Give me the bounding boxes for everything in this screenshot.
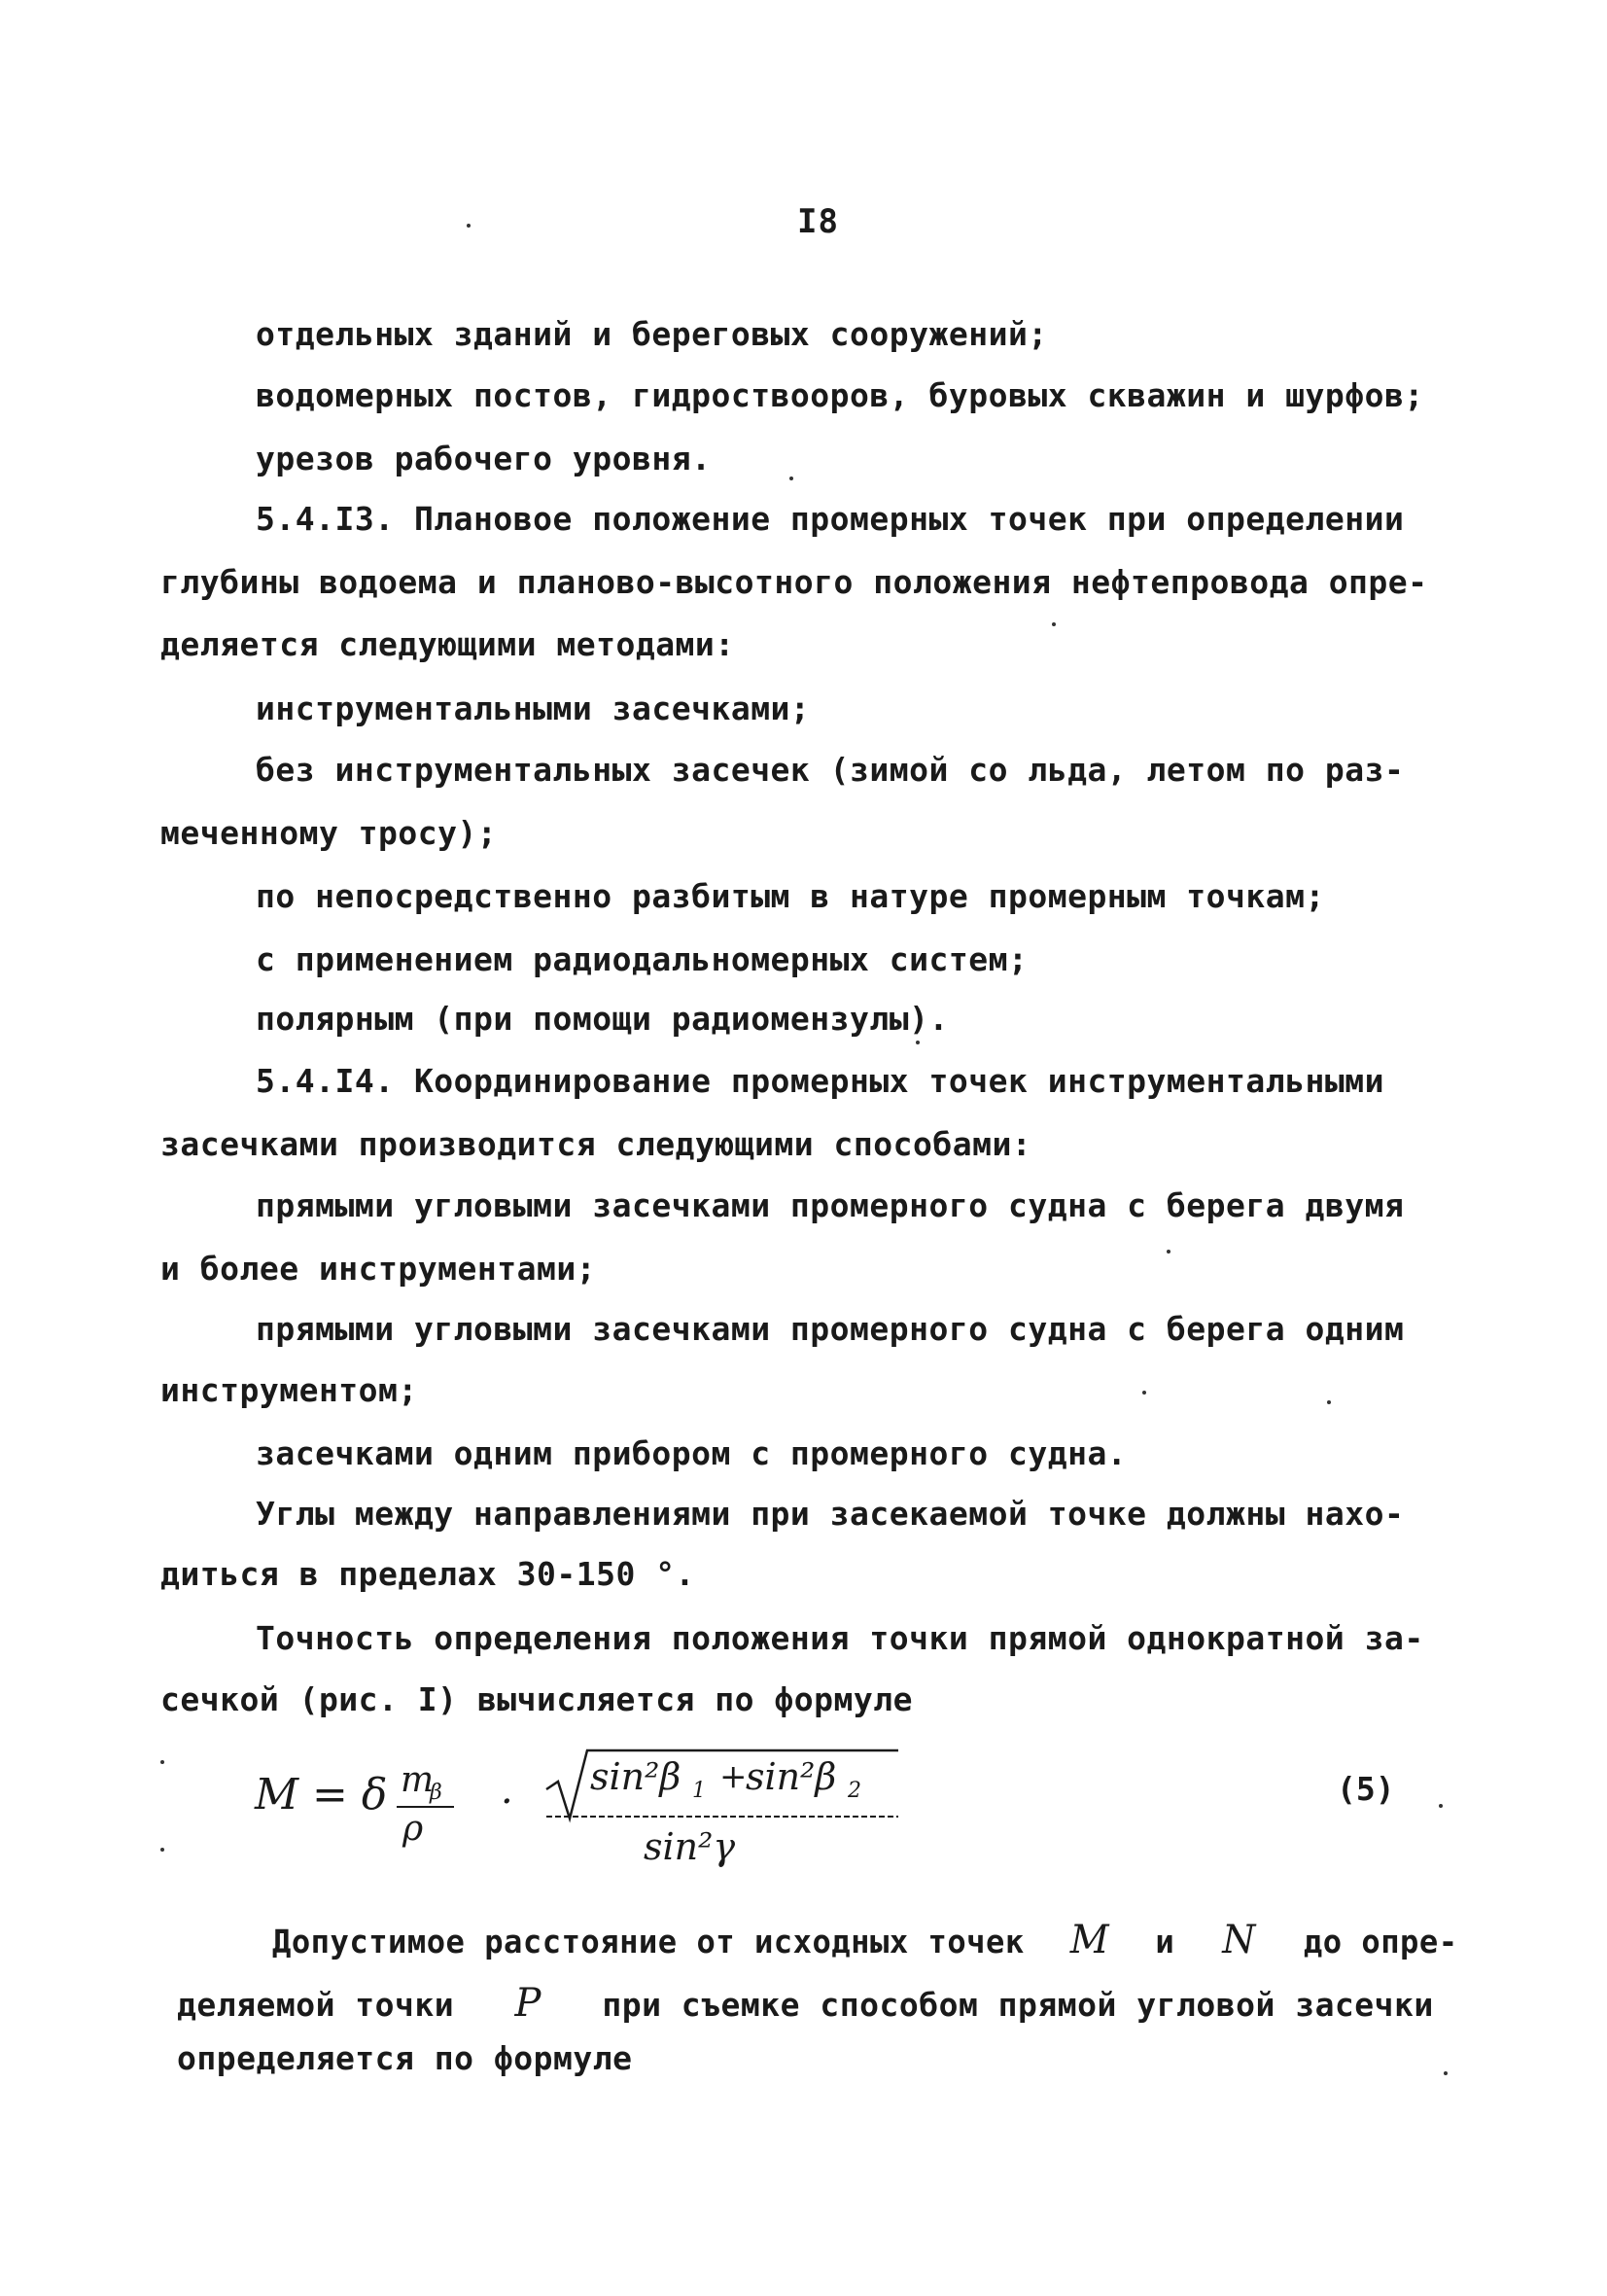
scan-speck	[1052, 622, 1056, 626]
text-line: диться в пределах 30-150 °.	[160, 1555, 695, 1593]
text-line-after-formula: определяется по формуле	[177, 2039, 633, 2077]
text-line: урезов рабочего уровня.	[256, 440, 712, 477]
scan-speck	[1327, 1400, 1331, 1404]
formula-dot: ·	[501, 1780, 513, 1824]
scan-speck	[789, 477, 793, 480]
text-line: засечками производится следующими способами:	[160, 1125, 1032, 1163]
page-number: I8	[797, 202, 839, 241]
text-line: полярным (при помощи радиомензулы).	[256, 1000, 949, 1038]
text-line: 5.4.I3. Плановое положение промерных точек при определении	[256, 500, 1405, 538]
text-line: Точность определения положения точки прямой однократной за-	[256, 1619, 1424, 1657]
formula-sqrt-term1: sin²β	[590, 1755, 681, 1798]
accuracy-formula	[255, 1731, 916, 1877]
text-line: меченному тросу);	[160, 814, 498, 852]
text-line: прямыми угловыми засечками промерного судна с берега одним	[256, 1310, 1405, 1348]
text-line: засечками одним прибором с промерного судна.	[256, 1434, 1128, 1472]
text-line: отдельных зданий и береговых сооружений;	[256, 315, 1048, 353]
scan-speck	[1439, 1804, 1443, 1808]
point-m-label: M	[1069, 1918, 1110, 1962]
text-line: по непосредственно разбитым в натуре промерным точкам;	[256, 877, 1325, 915]
text-segment: Допустимое расстояние от исходных точек	[272, 1923, 1025, 1960]
formula-ratio-num-sub: β	[430, 1781, 442, 1805]
formula-graphic	[255, 1731, 916, 1877]
scan-speck	[1167, 1250, 1170, 1254]
text-segment: деляемой точки	[177, 1986, 455, 2024]
formula-plus: +	[719, 1757, 748, 1796]
scan-speck	[467, 224, 471, 228]
formula-ratio-num: m	[401, 1760, 435, 1800]
point-p-label: P	[514, 1981, 541, 2026]
text-line: прямыми угловыми засечками промерного судна с берега двумя	[256, 1186, 1405, 1224]
text-line: глубины водоема и планово-высотного положения нефтепровода опре-	[160, 563, 1428, 601]
text-line: с применением радиодальномерных систем;	[256, 940, 1029, 978]
formula-denominator: sin²γ	[644, 1825, 736, 1868]
formula-lhs: M = δ	[255, 1770, 388, 1819]
text-segment: до опре-	[1303, 1923, 1458, 1960]
scan-speck	[1142, 1391, 1146, 1395]
formula-sqrt-term2: sin²β	[746, 1755, 837, 1798]
text-line-after-formula	[272, 1918, 1458, 1962]
text-line: деляется следующими методами:	[160, 625, 735, 663]
text-line: инструментальными засечками;	[256, 689, 811, 727]
text-line: сечкой (рис. I) вычисляется по формуле	[160, 1680, 913, 1718]
text-line: 5.4.I4. Координирование промерных точек инструментальными	[256, 1062, 1384, 1100]
equation-number: (5)	[1337, 1770, 1395, 1808]
scan-speck	[160, 1760, 164, 1764]
formula-sqrt-term2-sub: 2	[848, 1779, 861, 1803]
formula-ratio-den: ρ	[402, 1809, 424, 1849]
point-n-label: N	[1222, 1918, 1256, 1962]
text-line: инструментом;	[160, 1371, 418, 1409]
text-line: без инструментальных засечек (зимой со льда, летом по раз-	[256, 751, 1405, 789]
text-segment: при съемке способом прямой угловой засечки	[602, 1986, 1434, 2024]
formula-sqrt-term1-sub: 1	[692, 1779, 706, 1803]
scan-speck	[916, 1041, 920, 1044]
scan-speck	[1444, 2071, 1448, 2075]
scan-speck	[160, 1848, 164, 1852]
text-line-after-formula	[177, 1981, 1434, 2026]
text-segment: и	[1155, 1923, 1175, 1960]
text-line: и более инструментами;	[160, 1250, 597, 1288]
text-line: водомерных постов, гидроствооров, буровых скважин и шурфов;	[256, 376, 1424, 414]
text-line: Углы между направлениями при засекаемой точке должны нахо-	[256, 1495, 1405, 1533]
